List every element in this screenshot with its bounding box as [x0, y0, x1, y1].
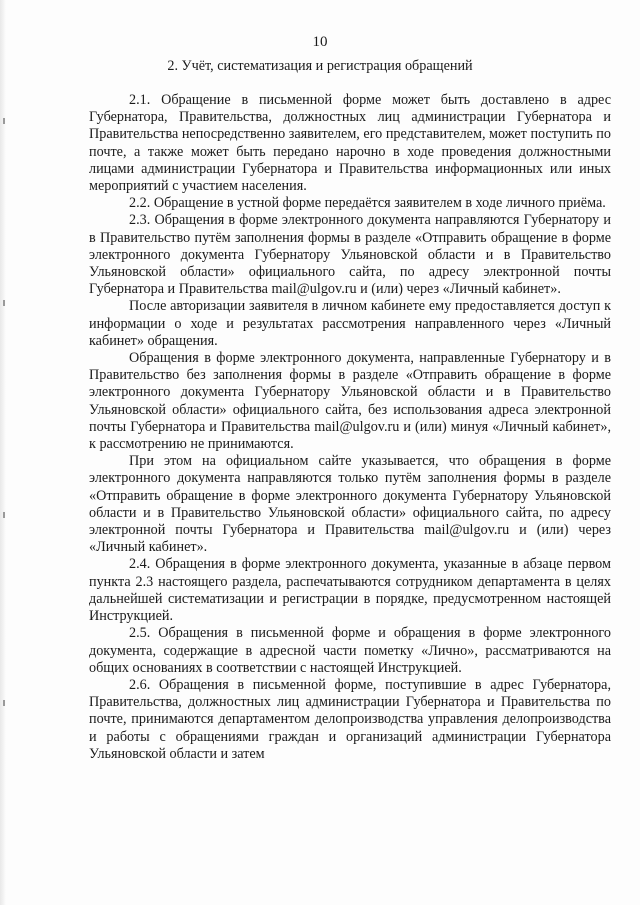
document-body: [89, 92, 611, 763]
section-title: 2. Учёт, систематизация и регистрация обращений: [167, 58, 473, 74]
paragraph-2-2: 2.2. Обращение в устной форме передаётся заявителем в ходе личного приёма.: [129, 195, 606, 212]
scan-artifact: [3, 512, 5, 518]
paragraph-2-1: 2.1. Обращение в письменной форме может быть доставлено в адрес Губернатора, Правительства, должностных лиц администрации Губернатора и Правительства непосредственно заявителем, его представителем, может поступить по почте, а также может быть передано нарочно в ходе проведения должностными лицами администрации Губернатора и Правительства информационных или иных мероприятий с участием населения.: [89, 92, 611, 195]
scan-artifact: [3, 300, 5, 306]
paragraph-2-3: 2.3. Обращения в форме электронного документа направляются Губернатору и в Правительство путём заполнения формы в разделе «Отправить обращение в форме электронного документа Губернатору Ульяновской области и в Правительство Ульяновской области» официального сайта, по адресу электронной почты Губернатора и Правительства mail@ulgov.ru и (или) через «Личный кабинет».: [89, 212, 611, 298]
paragraph-2-4: 2.4. Обращения в форме электронного документа, указанные в абзаце первом пункта 2.3 настоящего раздела, распечатываются сотрудником департамента в целях дальнейшей систематизации и регистрации в порядке, предусмотренном настоящей Инструкцией.: [89, 556, 611, 625]
scan-artifact: [3, 118, 5, 124]
paragraph-personal-cabinet: После авторизации заявителя в личном кабинете ему предоставляется доступ к информации о ходе и результатах рассмотрения направленного через «Личный кабинет» обращения.: [89, 298, 611, 349]
paragraph-2-6: 2.6. Обращения в письменной форме, поступившие в адрес Губернатора, Правительства, должностных лиц администрации Губернатора и Правительства по почте, принимаются департаментом делопроизводства управления делопроизводства и работы с обращениями граждан и организаций администрации Губернатора Ульяновской области и затем: [89, 676, 611, 762]
page-number: 10: [312, 34, 328, 50]
scan-edge-shadow: [0, 0, 6, 905]
paragraph-2-5: 2.5. Обращения в письменной форме и обращения в форме электронного документа, содержащие в адресной части пометку «Лично», рассматриваются на общих основаниях в соответствии с настоящей Инструкцией.: [89, 625, 611, 676]
scan-artifact: [3, 700, 5, 706]
paragraph-official-site-notice: При этом на официальном сайте указывается, что обращения в форме электронного документа направляются только путём заполнения формы в разделе «Отправить обращение в форме электронного документа Губернатору Ульяновской области и в Правительство Ульяновской области» официального сайта, по адресу электронной почты Губернатора и Правительства mail@ulgov.ru и (или) через «Личный кабинет».: [89, 453, 611, 556]
paragraph-not-accepted: Обращения в форме электронного документа, направленные Губернатору и в Правительство без заполнения формы в разделе «Отправить обращение в форме электронного документа Губернатору Ульяновской области и в Правительство Ульяновской области» официального сайта, без использования адреса электронной почты Губернатора и Правительства mail@ulgov.ru и (или) минуя «Личный кабинет», к рассмотрению не принимаются.: [89, 350, 611, 453]
